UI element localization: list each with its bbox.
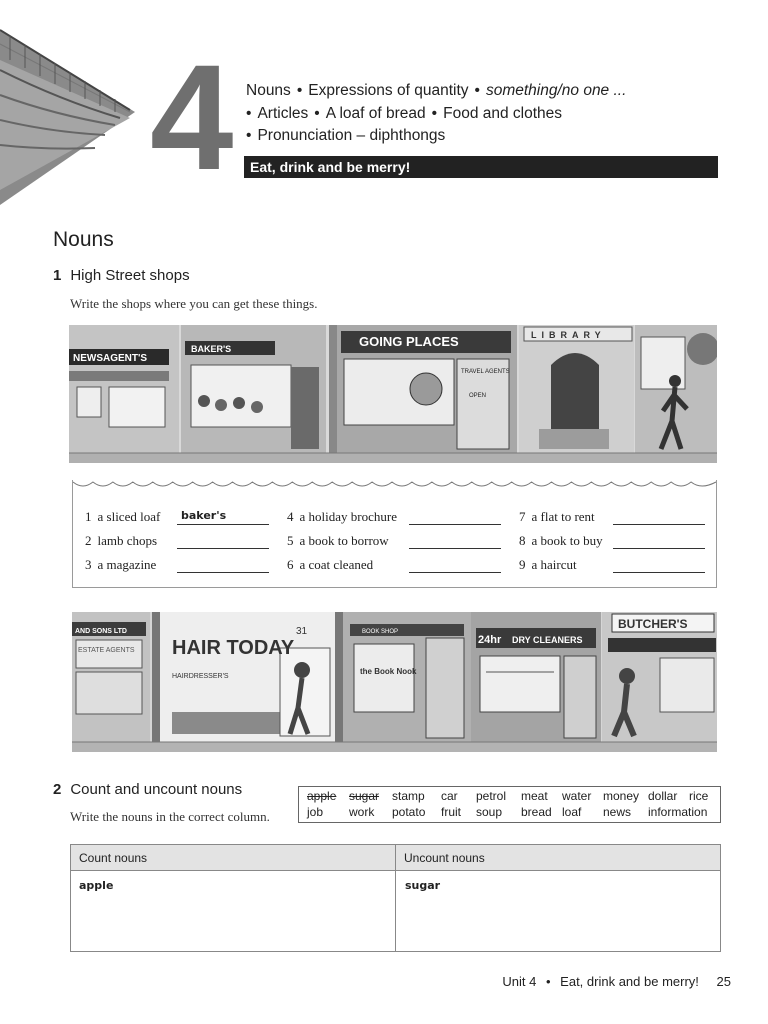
noun-word: rice (689, 789, 709, 803)
noun-word: job (307, 805, 324, 819)
noun-word: potato (392, 805, 426, 819)
item-text: a book to buy (531, 533, 603, 548)
bullet-icon: • (296, 82, 303, 99)
item-text: a coat cleaned (299, 557, 374, 572)
sign-library: LIBRARY (531, 330, 606, 340)
topic: Articles (257, 104, 309, 122)
bullet-icon: • (314, 104, 320, 122)
sign-open: OPEN (469, 393, 487, 399)
exercise-item (287, 509, 397, 525)
exercise-item (85, 509, 160, 525)
item-text: a flat to rent (531, 509, 595, 524)
footer-unit-label: Unit 4 (502, 974, 537, 989)
example-answer: baker's (181, 509, 227, 522)
street-illustration-bottom (72, 612, 717, 752)
column-divider (395, 845, 396, 951)
answer-field[interactable] (177, 533, 269, 549)
exercise-item (287, 533, 389, 549)
topic: Food and clothes (443, 104, 563, 122)
topic: Expressions of quantity (308, 82, 469, 99)
exercise-item (287, 557, 373, 573)
exercise-1-items-card (72, 480, 717, 588)
noun-word: meat (521, 789, 548, 803)
noun-word-box (298, 786, 721, 823)
count-nouns-header: Count nouns (71, 845, 395, 871)
sign-hairdressers: HAIRDRESSER'S (172, 673, 229, 680)
sign-book-shop: BOOK SHOP (362, 629, 399, 635)
unit-topics (246, 80, 626, 148)
item-text: a sliced loaf (97, 509, 161, 524)
answer-field[interactable] (613, 533, 705, 549)
sign-hair-today: HAIR TODAY (172, 637, 295, 659)
item-number: 1 (85, 509, 92, 524)
scalloped-edge (73, 480, 716, 490)
noun-word: information (648, 805, 708, 819)
noun-word: dollar (648, 789, 678, 803)
unit-number: 4 (150, 33, 228, 201)
exercise-number: 1 (53, 267, 62, 284)
bullet-icon: • (545, 974, 551, 989)
topic-line-1 (246, 80, 626, 103)
answer-field[interactable] (409, 557, 501, 573)
sign-24hr: 24hr (478, 634, 502, 646)
topic: Nouns (246, 82, 291, 99)
item-number: 3 (85, 557, 92, 572)
sign-dry-cleaners: DRY CLEANERS (512, 635, 583, 645)
item-text: lamb chops (97, 533, 158, 548)
noun-word: soup (476, 805, 503, 819)
sign-travel-agents: TRAVEL AGENTS (461, 369, 510, 375)
sign-newsagents: NEWSAGENT'S (73, 353, 148, 364)
exercise-title: Count and uncount nouns (70, 781, 243, 798)
item-text: a book to borrow (299, 533, 389, 548)
noun-word: water (562, 789, 592, 803)
noun-word: stamp (392, 789, 425, 803)
bullet-icon: • (246, 104, 252, 122)
bullet-icon: • (246, 127, 252, 144)
item-number: 9 (519, 557, 526, 572)
item-number: 7 (519, 509, 526, 524)
topic: Pronunciation – diphthongs (257, 127, 446, 144)
noun-word: car (441, 789, 458, 803)
bullet-icon: • (431, 104, 438, 122)
noun-word: money (603, 789, 640, 803)
item-text: a haircut (531, 557, 577, 572)
item-text: a magazine (97, 557, 157, 572)
uncount-nouns-header: Uncount nouns (396, 845, 720, 871)
bullet-icon: • (474, 82, 480, 99)
exercise-1-heading (53, 267, 190, 284)
topic: A loaf of bread (325, 104, 426, 122)
count-example-entry[interactable]: apple (79, 879, 114, 892)
exercise-2-instruction: Write the nouns in the correct column. (70, 809, 270, 824)
exercise-title: High Street shops (70, 267, 190, 284)
noun-word: work (349, 805, 375, 819)
item-number: 6 (287, 557, 294, 572)
answer-field[interactable] (613, 557, 705, 573)
answer-field[interactable] (177, 557, 269, 573)
exercise-item (519, 509, 595, 525)
noun-word: loaf (562, 805, 582, 819)
sign-and-sons: AND SONS LTD (75, 628, 127, 635)
item-number: 8 (519, 533, 526, 548)
corner-photo (0, 0, 140, 210)
topic-line-3 (246, 125, 626, 148)
item-number: 5 (287, 533, 294, 548)
answer-field[interactable] (409, 509, 501, 525)
noun-word: petrol (476, 789, 507, 803)
unit-title-banner: Eat, drink and be merry! (244, 156, 718, 178)
count-uncount-table (70, 844, 721, 952)
exercise-item (85, 533, 157, 549)
sign-going-places: GOING PLACES (359, 334, 459, 349)
sign-butchers: BUTCHER'S (618, 617, 688, 631)
sign-number-31: 31 (296, 626, 308, 637)
item-text: a holiday brochure (299, 509, 397, 524)
noun-word: sugar (349, 789, 380, 803)
topic: something/no one ... (485, 82, 627, 99)
answer-field[interactable] (613, 509, 705, 525)
page-number: 25 (716, 974, 731, 989)
section-title: Nouns (53, 228, 114, 251)
sign-estate-agents: ESTATE AGENTS (78, 647, 135, 654)
exercise-item (519, 557, 577, 573)
footer-title: Eat, drink and be merry! (560, 974, 699, 989)
uncount-example-entry[interactable]: sugar (405, 879, 441, 892)
sign-bakers: BAKER'S (191, 344, 232, 354)
sign-book-nook: the Book Nook (360, 667, 417, 676)
exercise-1-instruction: Write the shops where you can get these things. (70, 296, 318, 311)
exercise-item (85, 557, 156, 573)
page-footer (502, 974, 731, 989)
noun-word: bread (521, 805, 552, 819)
exercise-2-heading (53, 781, 242, 798)
exercise-item (519, 533, 603, 549)
noun-word: apple (307, 789, 337, 803)
answer-field[interactable] (409, 533, 501, 549)
noun-word: fruit (441, 805, 462, 819)
exercise-number: 2 (53, 781, 62, 798)
item-number: 4 (287, 509, 294, 524)
street-illustration-top (69, 325, 717, 463)
noun-word: news (603, 805, 632, 819)
item-number: 2 (85, 533, 92, 548)
topic-line-2 (246, 103, 626, 126)
